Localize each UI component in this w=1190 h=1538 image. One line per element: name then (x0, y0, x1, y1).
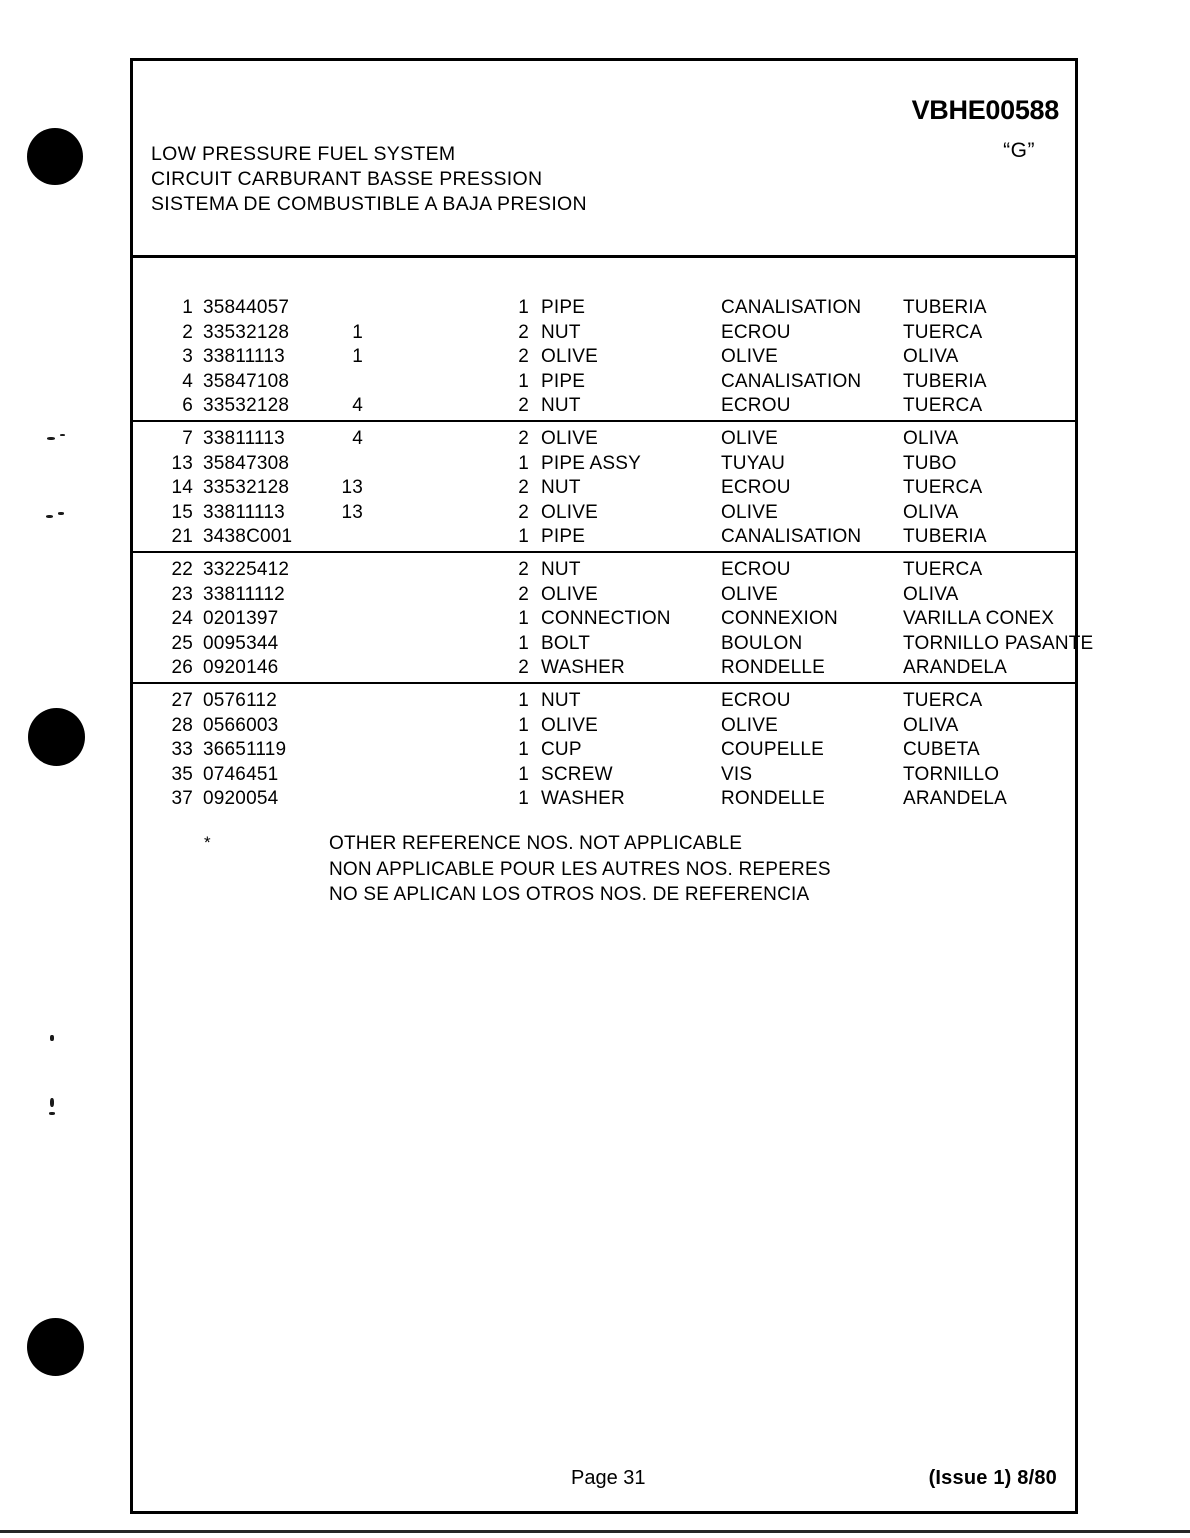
page-frame (130, 58, 1094, 1514)
quantity: 2 (518, 583, 529, 605)
quantity: 1 (518, 714, 529, 736)
item-number: 33 (171, 739, 193, 761)
part-number: 33532128 (203, 477, 290, 499)
description-es: VARILLA CONEX (903, 608, 1055, 630)
description-en: NUT (541, 558, 581, 580)
part-number: 0920146 (203, 657, 279, 679)
description-fr: CANALISATION (721, 526, 862, 548)
description-fr: OLIVE (721, 501, 778, 523)
item-number: 24 (171, 608, 193, 630)
quantity: 2 (518, 346, 529, 368)
part-number: 0566003 (203, 714, 279, 736)
quantity: 2 (518, 477, 529, 499)
item-number: 22 (171, 558, 193, 580)
item-number: 23 (171, 583, 193, 605)
scan-speck (47, 437, 55, 440)
item-number: 25 (171, 632, 193, 654)
item-number: 13 (171, 452, 193, 474)
description-es: TUERCA (903, 395, 983, 417)
table-row (133, 764, 1075, 789)
punch-hole-middle (28, 708, 85, 766)
item-number: 14 (171, 477, 193, 499)
part-number: 0576112 (203, 689, 277, 711)
description-fr: BOULON (721, 632, 803, 654)
description-en: NUT (541, 321, 581, 343)
quantity: 1 (518, 632, 529, 654)
description-fr: CONNEXION (721, 608, 838, 630)
table-row (133, 502, 1075, 527)
reference-no: 13 (341, 477, 363, 499)
table-row (133, 371, 1075, 396)
quantity: 1 (518, 763, 529, 785)
description-es: TUBERIA (903, 297, 987, 318)
quantity: 1 (518, 370, 529, 392)
table-row (133, 428, 1075, 453)
quantity: 2 (518, 657, 529, 679)
description-fr: ECROU (721, 689, 791, 711)
description-es: OLIVA (903, 714, 959, 736)
part-number: 33532128 (203, 321, 290, 343)
item-number: 27 (171, 689, 193, 711)
quantity: 1 (518, 739, 529, 761)
description-en: OLIVE (541, 346, 598, 368)
description-fr: OLIVE (721, 714, 778, 736)
item-number: 28 (171, 714, 193, 736)
footnote-marker: * (204, 833, 211, 852)
reference-no: 13 (341, 501, 363, 523)
description-en: CUP (541, 739, 582, 761)
part-number: 33811113 (203, 501, 285, 523)
table-row (133, 739, 1075, 764)
item-number: 2 (182, 321, 193, 343)
table-row (133, 657, 1075, 682)
punch-hole-top (27, 128, 83, 185)
footnote-line-fr: NON APPLICABLE POUR LES AUTRES NOS. REPERES (329, 858, 831, 880)
part-number: 33811112 (203, 583, 285, 605)
parts-group (133, 682, 1075, 819)
reference-no: 1 (352, 321, 363, 343)
description-es: OLIVA (903, 583, 959, 605)
description-fr: OLIVE (721, 583, 778, 605)
issue-number: (Issue 1) 8/80 (928, 1467, 1057, 1489)
document-header (133, 61, 1075, 255)
parts-group (133, 420, 1075, 551)
footnote-text-group (329, 831, 831, 908)
title-spanish: SISTEMA DE COMBUSTIBLE A BAJA PRESION (151, 193, 587, 215)
item-number: 1 (182, 297, 193, 318)
description-es: OLIVA (903, 427, 959, 449)
scan-speck (50, 1035, 54, 1041)
scan-speck (49, 1112, 55, 1115)
item-number: 7 (182, 427, 193, 449)
description-en: PIPE (541, 370, 586, 392)
description-es: TORNILLO (903, 763, 1000, 785)
table-row (133, 346, 1075, 371)
table-row (133, 632, 1094, 658)
title-french: CIRCUIT CARBURANT BASSE PRESSION (151, 168, 543, 190)
reference-no: 1 (352, 346, 363, 368)
part-number: 35847308 (203, 452, 290, 474)
title-english: LOW PRESSURE FUEL SYSTEM (151, 143, 456, 165)
description-es: ARANDELA (903, 657, 1008, 679)
punch-hole-bottom (27, 1318, 84, 1376)
table-row (133, 526, 1075, 551)
quantity: 2 (518, 395, 529, 417)
description-fr: VIS (721, 763, 753, 785)
footnote-line-en: OTHER REFERENCE NOS. NOT APPLICABLE (329, 833, 743, 854)
reference-no: 4 (352, 395, 363, 417)
description-fr: CANALISATION (721, 297, 862, 318)
scan-speck (60, 434, 65, 436)
part-number: 36651119 (203, 739, 287, 761)
table-row (133, 322, 1075, 347)
table-row (133, 608, 1075, 633)
description-en: OLIVE (541, 427, 598, 449)
quantity: 2 (518, 321, 529, 343)
description-en: CONNECTION (541, 608, 671, 630)
description-en: NUT (541, 477, 581, 499)
page-footer (133, 1467, 1075, 1497)
table-row (133, 584, 1075, 609)
quantity: 1 (518, 689, 529, 711)
parts-group (133, 258, 1075, 420)
table-row (133, 559, 1075, 584)
description-fr: ECROU (721, 395, 791, 417)
footnote-line-es: NO SE APLICAN LOS OTROS NOS. DE REFERENCIA (329, 884, 810, 905)
document-title-group (151, 142, 587, 217)
item-number: 37 (171, 788, 193, 810)
description-es: OLIVA (903, 501, 959, 523)
quantity: 1 (518, 526, 529, 548)
description-fr: ECROU (721, 321, 791, 343)
description-en: NUT (541, 395, 581, 417)
description-fr: TUYAU (721, 452, 785, 474)
description-es: TUERCA (903, 558, 983, 580)
quantity: 1 (518, 788, 529, 810)
quantity: 2 (518, 427, 529, 449)
description-es: ARANDELA (903, 788, 1008, 810)
document-letter-code: “G” (1003, 139, 1035, 162)
item-number: 21 (171, 526, 193, 548)
description-en: PIPE (541, 297, 586, 318)
table-row (133, 297, 1075, 322)
description-es: TUBERIA (903, 370, 987, 392)
description-en: NUT (541, 689, 581, 711)
description-es: TUERCA (903, 477, 983, 499)
description-fr: CANALISATION (721, 370, 862, 392)
part-number: 33532128 (203, 395, 290, 417)
description-en: PIPE ASSY (541, 452, 642, 474)
table-row (133, 715, 1075, 740)
description-en: WASHER (541, 657, 625, 679)
description-es: TUERCA (903, 321, 983, 343)
part-number: 0095344 (203, 632, 279, 654)
table-row (133, 690, 1075, 715)
description-es: TUBERIA (903, 526, 987, 548)
description-fr: RONDELLE (721, 657, 826, 679)
table-row (133, 788, 1075, 813)
item-number: 3 (182, 346, 193, 368)
item-number: 15 (171, 501, 193, 523)
quantity: 1 (518, 608, 529, 630)
part-number: 33811113 (203, 346, 285, 368)
description-es: OLIVA (903, 346, 959, 368)
page-number: Page 31 (571, 1467, 646, 1489)
table-row (133, 477, 1075, 502)
description-en: OLIVE (541, 583, 598, 605)
description-en: SCREW (541, 763, 613, 785)
part-number: 35847108 (203, 370, 290, 392)
parts-group (133, 551, 1094, 682)
part-number: 33225412 (203, 558, 290, 580)
item-number: 6 (182, 395, 193, 417)
scan-speck (46, 515, 53, 518)
description-fr: ECROU (721, 477, 791, 499)
description-es: TUERCA (903, 689, 983, 711)
quantity: 2 (518, 558, 529, 580)
description-fr: COUPELLE (721, 739, 824, 761)
table-row (133, 453, 1075, 478)
table-row (133, 395, 1075, 420)
description-en: OLIVE (541, 714, 598, 736)
item-number: 35 (171, 763, 193, 785)
description-es: CUBETA (903, 739, 980, 761)
quantity: 2 (518, 501, 529, 523)
part-number: 0746451 (203, 763, 279, 785)
description-fr: ECROU (721, 558, 791, 580)
description-fr: OLIVE (721, 427, 778, 449)
description-fr: OLIVE (721, 346, 778, 368)
quantity: 1 (518, 452, 529, 474)
description-en: PIPE (541, 526, 586, 548)
description-fr: RONDELLE (721, 788, 826, 810)
part-number: 0201397 (203, 608, 279, 630)
description-es: TORNILLO PASANTE (903, 632, 1094, 654)
description-es: TUBO (903, 452, 957, 474)
item-number: 4 (182, 370, 193, 392)
part-number: 33811113 (203, 427, 285, 449)
reference-no: 4 (352, 427, 363, 449)
description-en: WASHER (541, 788, 625, 810)
scan-speck (50, 1098, 54, 1107)
parts-list-table (133, 258, 1094, 819)
document-number: VBHE00588 (911, 95, 1059, 125)
quantity: 1 (518, 297, 529, 318)
part-number: 0920054 (203, 788, 279, 810)
part-number: 3438C001 (203, 526, 293, 548)
item-number: 26 (171, 657, 193, 679)
scan-speck (58, 512, 64, 515)
part-number: 35844057 (203, 297, 290, 318)
description-en: BOLT (541, 632, 591, 654)
description-en: OLIVE (541, 501, 598, 523)
scan-edge-line (0, 1530, 1190, 1533)
